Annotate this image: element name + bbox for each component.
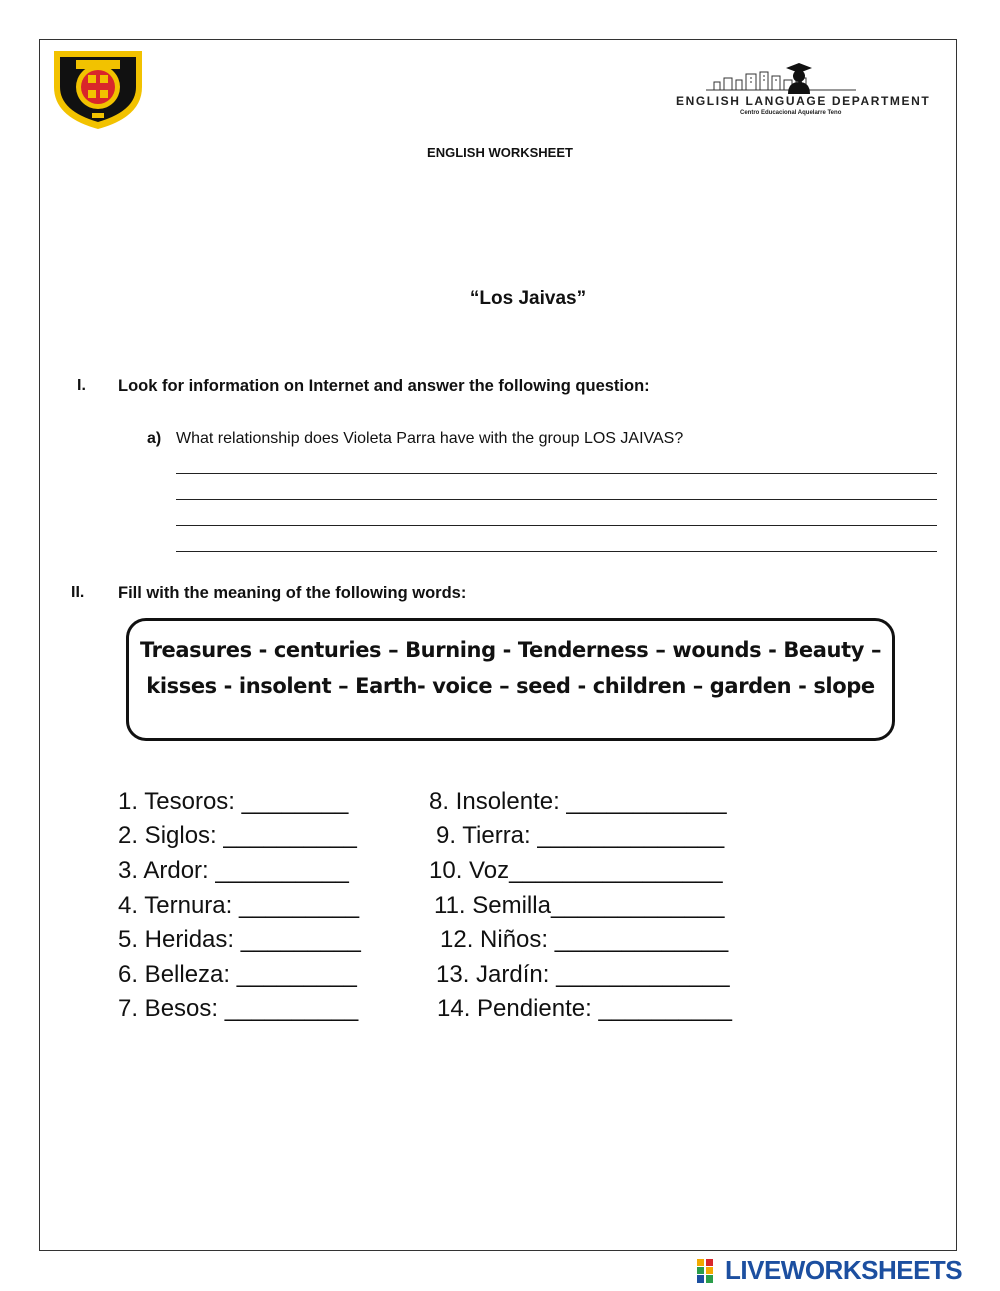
liveworksheets-logo (697, 1253, 997, 1287)
worksheet-title: ENGLISH WORKSHEET (427, 145, 573, 160)
word-bank (126, 618, 895, 741)
answer-line-1[interactable] (176, 473, 937, 474)
vocab-item-9[interactable]: 9. Tierra: ______________ (436, 822, 725, 849)
vocab-item-14[interactable]: 14. Pendiente: __________ (437, 995, 732, 1022)
section-1-number: I. (77, 377, 86, 394)
section-2-number: II. (71, 584, 85, 601)
answer-line-2[interactable] (176, 499, 937, 500)
vocab-item-1[interactable]: 1. Tesoros: ________ (118, 788, 349, 815)
school-logo (52, 47, 144, 131)
word-bank-line-1: Treasures - centuries – Burning - Tenderness – wounds - Beauty – (139, 638, 882, 662)
question-a-letter: a) (147, 430, 162, 447)
vocab-item-5[interactable]: 5. Heridas: _________ (118, 926, 361, 953)
vocab-item-11[interactable]: 11. Semilla_____________ (434, 892, 725, 919)
vocab-item-3[interactable]: 3. Ardor: __________ (118, 857, 349, 884)
vocab-item-10[interactable]: 10. Voz________________ (429, 857, 723, 884)
vocab-item-2[interactable]: 2. Siglos: __________ (118, 822, 357, 849)
school-shield-icon (52, 47, 144, 131)
section-2-instruction: Fill with the meaning of the following words: (118, 584, 467, 602)
answer-line-3[interactable] (176, 525, 937, 526)
graduate-icon (784, 60, 814, 94)
department-title: ENGLISH LANGUAGE DEPARTMENT (676, 94, 931, 108)
vocab-item-13[interactable]: 13. Jardín: _____________ (436, 961, 730, 988)
department-logo (672, 60, 931, 122)
liveworksheets-blocks-icon (697, 1259, 723, 1283)
vocab-item-6[interactable]: 6. Belleza: _________ (118, 961, 357, 988)
vocab-item-12[interactable]: 12. Niños: _____________ (440, 926, 729, 953)
question-a-text: What relationship does Violeta Parra have with the group LOS JAIVAS? (176, 430, 684, 447)
page-title: “Los Jaivas” (469, 288, 587, 309)
city-skyline-icon (706, 60, 856, 94)
word-bank-line-2: kisses - insolent – Earth- voice – seed - children – garden - slope (146, 674, 875, 698)
section-1-instruction: Look for information on Internet and answer the following question: (118, 377, 650, 395)
liveworksheets-brand-text: LIVEWORKSHEETS (725, 1255, 963, 1285)
vocab-item-4[interactable]: 4. Ternura: _________ (118, 892, 360, 919)
answer-line-4[interactable] (176, 551, 937, 552)
department-subtitle: Centro Educacional Aquelarre Teno (740, 110, 842, 116)
vocab-item-7[interactable]: 7. Besos: __________ (118, 995, 359, 1022)
vocab-item-8[interactable]: 8. Insolente: ____________ (429, 788, 727, 815)
